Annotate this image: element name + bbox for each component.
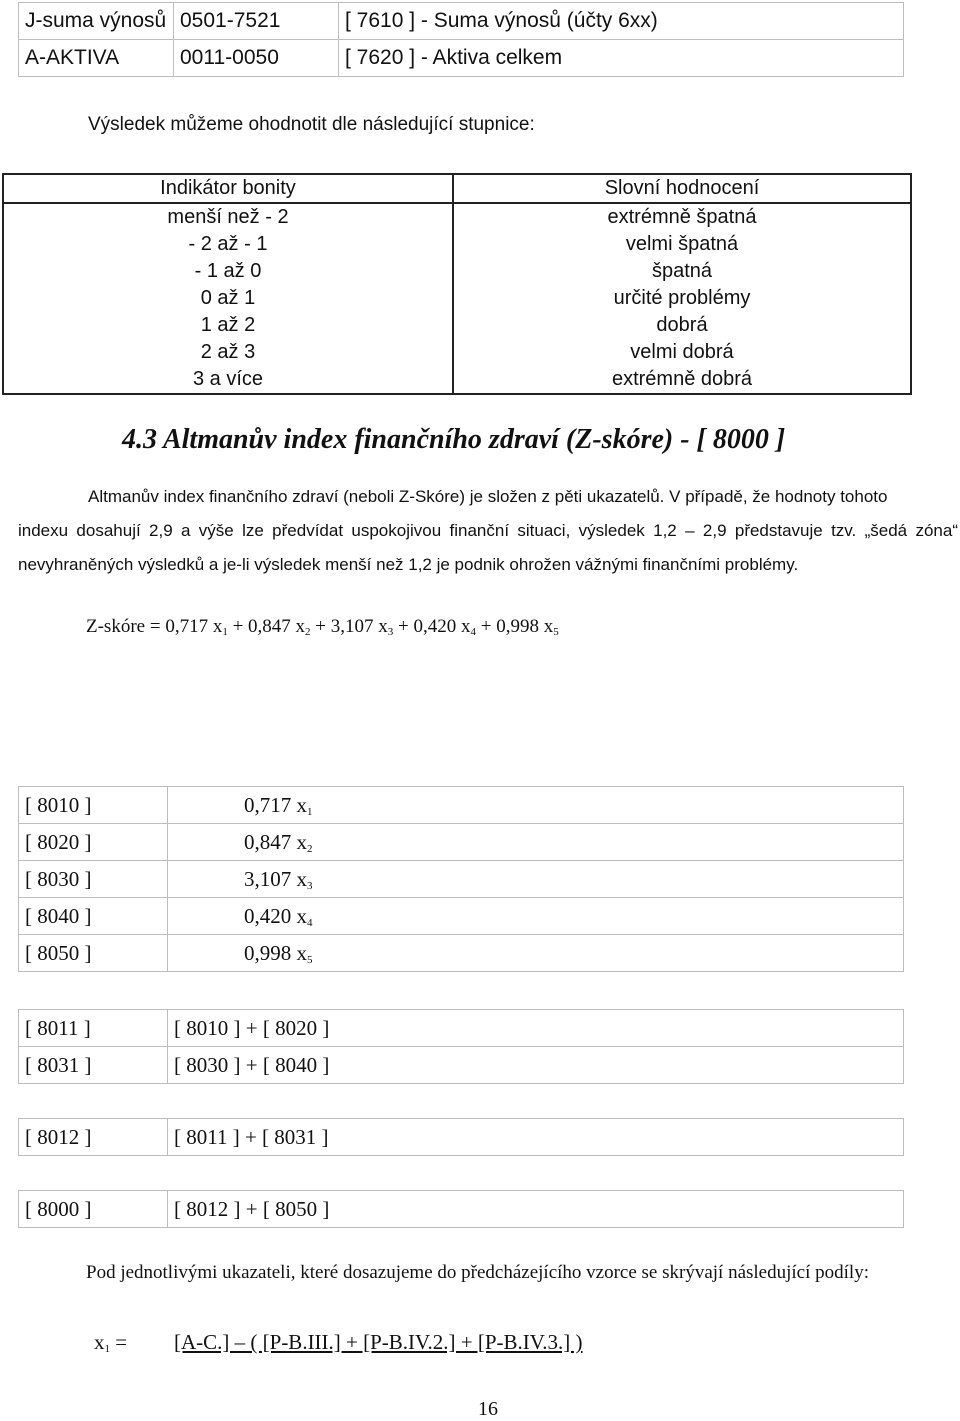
- account-range: 0011-0050: [174, 40, 339, 77]
- table-row: [3, 312, 911, 339]
- row-value: [168, 861, 904, 898]
- account-code: J-suma výnosů: [19, 3, 174, 40]
- row-code: [ 8030 ]: [19, 861, 168, 898]
- paragraph-first-line: Altmanův index finančního zdraví (neboli Z-Skóre) je složen z pěti ukazatelů. V případě, že hodnoty tohoto: [88, 487, 888, 506]
- term-coef: 0,847 x: [248, 616, 306, 637]
- account-table: [18, 2, 904, 77]
- table-header-row: [3, 174, 911, 203]
- term-coef: 0,998 x: [496, 616, 554, 637]
- row-code: [ 8010 ]: [19, 787, 168, 824]
- row-expression: [ 8011 ] + [ 8031 ]: [168, 1119, 904, 1156]
- row-expression: [ 8012 ] + [ 8050 ]: [168, 1191, 904, 1228]
- row-expression: [ 8030 ] + [ 8040 ]: [168, 1047, 904, 1084]
- indicator-range: 2 až 3: [3, 339, 453, 366]
- table-row: [19, 787, 904, 824]
- header-rating: Slovní hodnocení: [453, 174, 911, 203]
- value-text: 0,717 x: [244, 792, 307, 817]
- term-sep: +: [393, 616, 414, 637]
- value-text: 0,420 x: [244, 903, 307, 928]
- rating-text: velmi špatná: [625, 233, 739, 255]
- table-row: [19, 1010, 904, 1047]
- section-heading: 4.3 Altmanův index finančního zdraví (Z-skóre) - [ 8000 ]: [122, 424, 786, 455]
- value-text: 0,998 x: [244, 940, 307, 965]
- formula-term: [248, 616, 331, 637]
- rating-text: extrémně dobrá: [611, 368, 753, 390]
- table-row: [19, 861, 904, 898]
- value-sub: 3: [307, 879, 313, 892]
- indicator-range: - 2 až - 1: [3, 231, 453, 258]
- rating-text: určité problémy: [613, 287, 751, 309]
- account-description: [ 7610 ] - Suma výnosů (účty 6xx): [339, 3, 904, 40]
- table-row: [3, 366, 911, 394]
- x1-var: x: [94, 1330, 105, 1354]
- row-code: [ 8031 ]: [19, 1047, 168, 1084]
- rating-scale-table: [2, 173, 912, 395]
- formula-term: [165, 616, 248, 637]
- x1-definition: [94, 1330, 582, 1355]
- row-value: [168, 787, 904, 824]
- formula-lhs: Z-skóre =: [86, 616, 166, 637]
- term-sub: 4: [470, 626, 476, 638]
- table-row: [19, 1119, 904, 1156]
- row-value: [168, 824, 904, 861]
- row-code: [ 8012 ]: [19, 1119, 168, 1156]
- row-value: [168, 898, 904, 935]
- row-code: [ 8020 ]: [19, 824, 168, 861]
- paragraph-rest: indexu dosahují 2,9 a výše lze předvídat uspokojivou finanční situaci, výsledek 1,2 – 2,9 představuje tzv. „šedá zóna“ nevyhraněných výsledků a je-li výsledek menší než 1,2 je podnik ohrožen vážnými finančními problémy.: [18, 521, 958, 574]
- x1-lhs: [94, 1330, 174, 1355]
- table-row: [19, 1191, 904, 1228]
- table-row: [3, 203, 911, 231]
- account-code: A-AKTIVA: [19, 40, 174, 77]
- value-text: 3,107 x: [244, 866, 307, 891]
- table-row: [19, 1047, 904, 1084]
- term-coef: 0,717 x: [165, 616, 223, 637]
- sum-table-1: [18, 1009, 904, 1084]
- indicators-note: Pod jednotlivými ukazateli, které dosazujeme do předcházejícího vzorce se skrývají následující podíly:: [86, 1262, 869, 1283]
- row-code: [ 8050 ]: [19, 935, 168, 972]
- x1-equals: =: [110, 1330, 128, 1354]
- term-sep: +: [475, 616, 497, 637]
- sum-table-2: [18, 1118, 904, 1156]
- x1-expression: [A-C.] – ( [P-B.III.] + [P-B.IV.2.] + [P-B.IV.3.] ): [174, 1330, 583, 1354]
- term-sep: +: [310, 616, 331, 637]
- indicator-range: menší než - 2: [3, 203, 453, 231]
- account-description: [ 7620 ] - Aktiva celkem: [339, 40, 904, 77]
- row-value: [168, 935, 904, 972]
- term-sub: 5: [553, 626, 559, 638]
- value-sub: 2: [307, 842, 313, 855]
- table-row: [3, 339, 911, 366]
- z-score-formula: [86, 616, 559, 638]
- x1-sub: 1: [104, 1343, 110, 1355]
- term-coef: 3,107 x: [330, 616, 388, 637]
- table-row: [3, 231, 911, 258]
- formula-term: [413, 616, 496, 637]
- rating-text: velmi dobrá: [630, 341, 734, 363]
- rating-text: extrémně špatná: [607, 206, 757, 228]
- indicator-range: - 1 až 0: [3, 258, 453, 285]
- account-range: 0501-7521: [174, 3, 339, 40]
- value-text: 0,847 x: [244, 829, 307, 854]
- term-sub: 3: [387, 626, 394, 638]
- description-paragraph: [18, 480, 958, 582]
- sum-table-3: [18, 1190, 904, 1228]
- table-row: [19, 40, 904, 77]
- term-sub: 2: [305, 626, 311, 638]
- term-sub: 1: [222, 626, 228, 638]
- table-row: [19, 3, 904, 40]
- formula-term: [331, 616, 414, 637]
- table-row: [19, 898, 904, 935]
- scale-intro: Výsledek můžeme ohodnotit dle následující stupnice:: [88, 114, 535, 135]
- row-expression: [ 8010 ] + [ 8020 ]: [168, 1010, 904, 1047]
- formula-term: [496, 616, 559, 637]
- value-sub: 5: [307, 953, 313, 966]
- header-indicator: Indikátor bonity: [3, 174, 453, 203]
- coefficient-table: [18, 786, 904, 972]
- rating-text: špatná: [651, 260, 713, 282]
- indicator-range: 3 a více: [3, 366, 453, 394]
- table-row: [19, 935, 904, 972]
- row-code: [ 8000 ]: [19, 1191, 168, 1228]
- row-code: [ 8011 ]: [19, 1010, 168, 1047]
- row-code: [ 8040 ]: [19, 898, 168, 935]
- indicator-range: 0 až 1: [3, 285, 453, 312]
- page-number: 16: [478, 1398, 498, 1420]
- value-sub: 1: [307, 805, 313, 818]
- indicator-range: 1 až 2: [3, 312, 453, 339]
- table-row: [19, 824, 904, 861]
- value-sub: 4: [307, 916, 313, 929]
- table-row: [3, 258, 911, 285]
- rating-text: dobrá: [656, 314, 708, 336]
- term-sep: +: [227, 616, 249, 637]
- table-row: [3, 285, 911, 312]
- term-coef: 0,420 x: [413, 616, 471, 637]
